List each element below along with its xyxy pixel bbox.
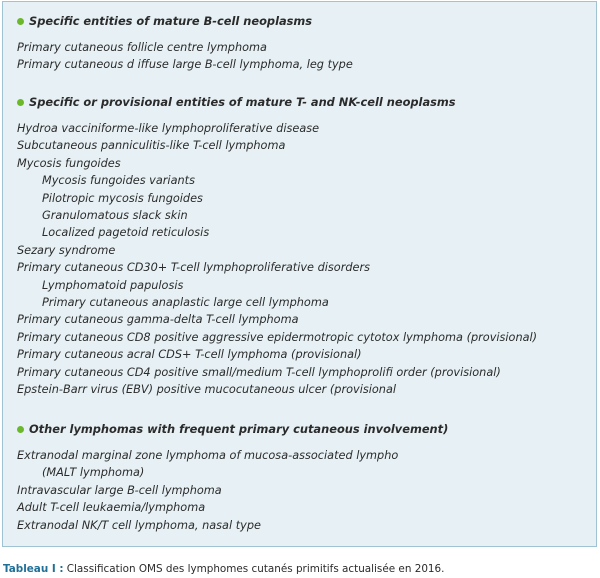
list-item-continuation: (MALT lymphoma) [42,466,145,480]
list-item: Primary cutaneous acral CDS+ T-cell lymphoma (provisional) [17,348,362,362]
section-b-cell [17,13,590,74]
caption-text: Classification OMS des lymphomes cutanés primitifs actualisée en 2016. [63,563,445,575]
list-item: Hydroa vacciniforme-like lymphoproliferative disease [17,122,320,135]
list-item: Primary cutaneous d iffuse large B-cell lymphoma, leg type [17,58,353,72]
bullet-icon [17,99,24,106]
section-other-lymphomas [17,421,590,534]
list-item: Primary cutaneous CD30+ T-cell lymphoproliferative disorders [17,261,371,275]
list-item: Primary cutaneous follicle centre lymphoma [17,41,267,54]
list-subitem: Localized pagetoid reticulosis [42,226,210,240]
list-item: Subcutaneous panniculitis-like T-cell lymphoma [17,139,286,153]
section-heading-text: Specific or provisional entities of mature T- and NK-cell neoplasms [29,95,456,109]
list-item: Extranodal NK/T cell lymphoma, nasal type [17,518,261,532]
list-subitem: Primary cutaneous anaplastic large cell lymphoma [42,296,329,310]
list-item: Mycosis fungoides [17,156,121,170]
caption-label: Tableau I : [3,563,64,575]
list-subitem: Pilotropic mycosis fungoides [42,191,203,205]
entity-list [17,39,590,74]
list-item: Epstein-Barr virus (EBV) positive mucocutaneous ulcer (provisional [17,383,397,397]
list-subitem: Mycosis fungoides variants [42,174,195,188]
bullet-icon [17,426,24,433]
section-heading [17,13,590,30]
section-heading-text: Other lymphomas with frequent primary cutaneous involvement) [29,422,449,436]
list-item: Intravascular large B-cell lymphoma [17,483,222,497]
section-heading-text: Specific entities of mature B-cell neoplasms [29,14,313,28]
section-heading [17,94,590,111]
section-t-nk-cell [17,94,590,399]
list-item: Primary cutaneous gamma-delta T-cell lymphoma [17,313,299,327]
list-item: Adult T-cell leukaemia/lymphoma [17,501,206,515]
entity-list [17,447,590,534]
bullet-icon [17,18,24,25]
list-subitem: Lymphomatoid papulosis [42,278,184,292]
list-item: Sezary syndrome [17,243,116,257]
list-subitem: Granulomatous slack skin [42,209,188,223]
list-item: Primary cutaneous CD4 positive small/medium T-cell lymphoprolifi order (provisional) [17,365,501,379]
entity-list [17,120,590,399]
list-item: Extranodal marginal zone lymphoma of mucosa-associated lympho [17,449,399,462]
table-caption [3,562,444,576]
list-item: Primary cutaneous CD8 positive aggressive epidermotropic cytotox lymphoma (provisional) [17,330,538,344]
classification-panel [2,1,597,547]
section-heading [17,421,590,438]
